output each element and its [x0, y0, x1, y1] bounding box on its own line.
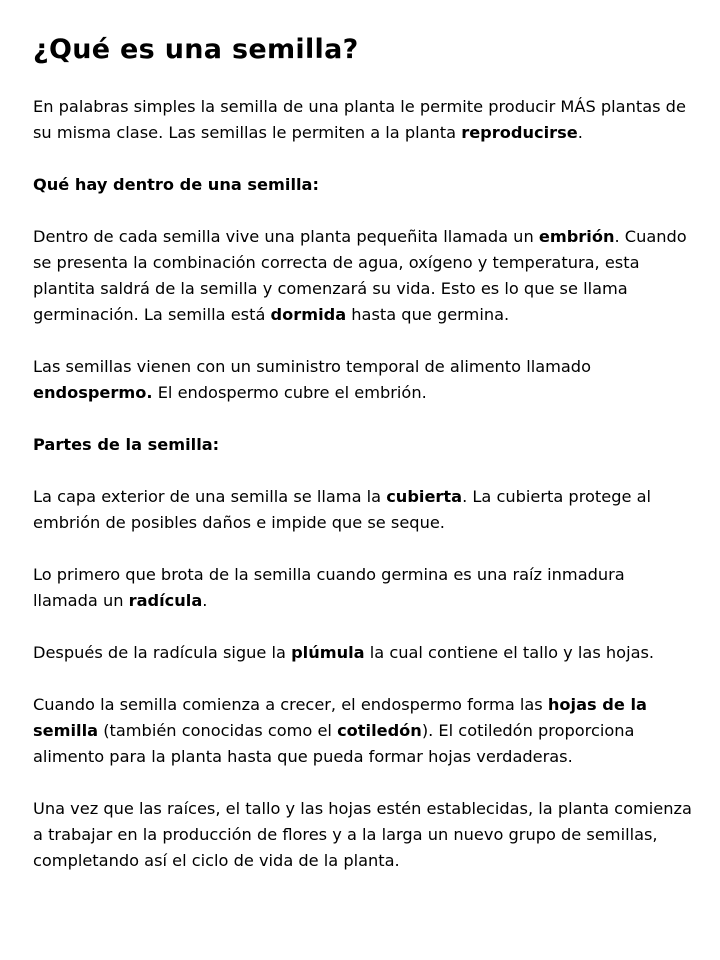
page-title: ¿Qué es una semilla?: [33, 34, 359, 65]
endosperm-paragraph: [33, 354, 693, 406]
plumule-text-1: Después de la radícula sigue la: [33, 643, 292, 662]
intro-text-2: .: [577, 123, 583, 142]
term-embrion: embrión: [538, 227, 615, 246]
embryo-text-1: Dentro de cada semilla vive una planta pequeñita llamada un: [33, 227, 539, 246]
section-heading-inside: Qué hay dentro de una semilla:: [33, 175, 319, 194]
cotyledon-text-2: (también conocidas como el: [98, 721, 338, 740]
coat-text-1: La capa exterior de una semilla se llama la: [33, 487, 387, 506]
term-hojas-de-la-semilla: hojas de la semilla: [33, 695, 647, 740]
endosperm-text-1: Las semillas vienen con un suministro temporal de alimento llamado: [33, 357, 591, 376]
cotyledon-text-3: ). El cotiledón proporciona alimento para la planta hasta que pueda formar hojas verdaderas.: [33, 721, 635, 766]
endosperm-text-2: El endospermo cubre el embrión.: [152, 383, 427, 402]
radicle-text-2: .: [202, 591, 208, 610]
term-reproducirse: reproducirse: [461, 123, 578, 142]
conclusion-paragraph: Una vez que las raíces, el tallo y las hojas estén establecidas, la planta comienza a trabajar en la producción de flores y a la larga un nuevo grupo de semillas, completando así el ciclo de vida de la planta.: [33, 799, 692, 870]
cotyledon-paragraph: [33, 692, 693, 770]
intro-paragraph: [33, 94, 693, 146]
coat-paragraph: [33, 484, 693, 536]
term-cotiledon: cotiledón: [337, 721, 422, 740]
embryo-text-3: hasta que germina.: [346, 305, 510, 324]
term-cubierta: cubierta: [386, 487, 463, 506]
term-plumula: plúmula: [291, 643, 365, 662]
radicle-text-1: Lo primero que brota de la semilla cuando germina es una raíz inmadura llamada un: [33, 565, 625, 610]
embryo-paragraph: [33, 224, 693, 328]
term-endospermo: endospermo.: [33, 383, 153, 402]
intro-text-1: En palabras simples la semilla de una planta le permite producir MÁS plantas de su misma clase. Las semillas le permiten a la planta: [33, 97, 686, 142]
cotyledon-text-1: Cuando la semilla comienza a crecer, el endospermo forma las: [33, 695, 548, 714]
plumule-text-2: la cual contiene el tallo y las hojas.: [364, 643, 655, 662]
section-heading-parts: Partes de la semilla:: [33, 435, 220, 454]
radicle-paragraph: [33, 562, 693, 614]
coat-text-2: . La cubierta protege al embrión de posibles daños e impide que se seque.: [33, 487, 652, 532]
document-page: [33, 32, 693, 900]
term-radicula: radícula: [128, 591, 203, 610]
plumule-paragraph: [33, 640, 693, 666]
term-dormida: dormida: [270, 305, 347, 324]
embryo-text-2: . Cuando se presenta la combinación correcta de agua, oxígeno y temperatura, esta plantita saldrá de la semilla y comenzará su vida. Esto es lo que se llama germinación. La semilla está: [33, 227, 687, 324]
